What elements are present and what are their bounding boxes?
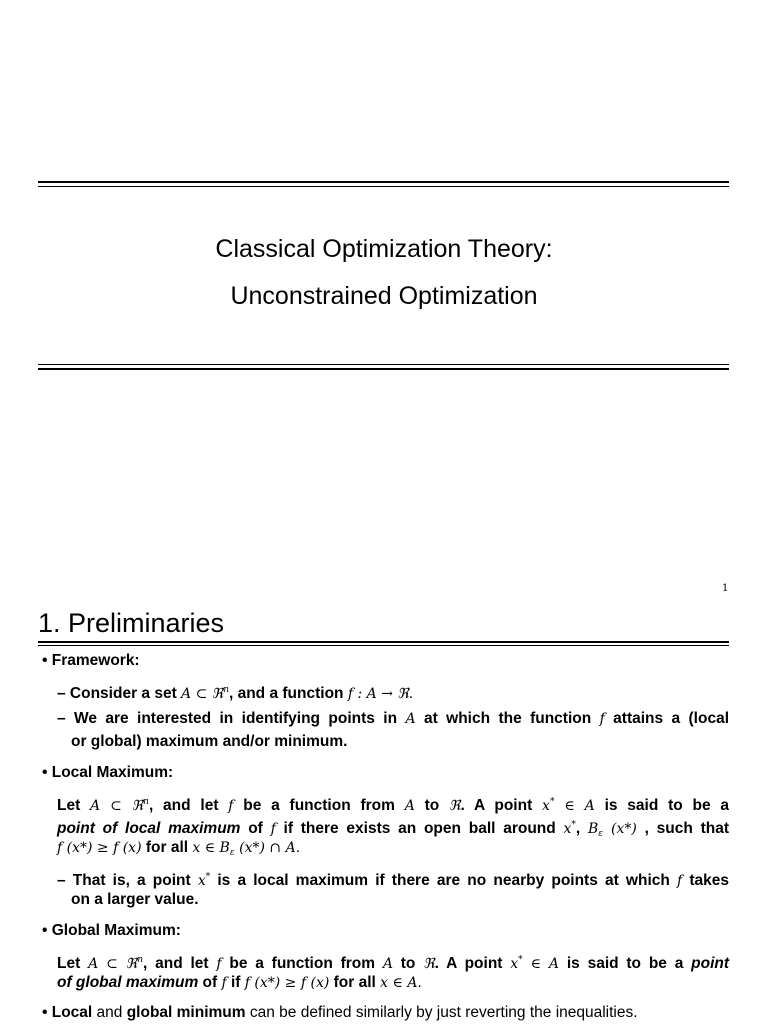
text: , and a function [228, 685, 348, 702]
global-max-line-1: Let A ⊂ ℜ$^n$, and let f be a function from A to ℜ. A point x* ∈ A is said to be a point [57, 955, 730, 972]
local-max-label: Local Maximum: [51, 764, 174, 781]
local-max-line-3: f (x*) ≥ f (x) for all x ∈ $B_\varepsilon$ (x*) ∩ A. [57, 839, 300, 858]
local-max-line-2: point of local maximum of f if there exists an open ball around x*, $B_\varepsilon$ (x*) , such that [57, 820, 729, 839]
top-rule-1 [38, 181, 729, 183]
section-rule-2 [38, 645, 729, 646]
framework-item-2-line-2: or global) maximum and/or minimum. [71, 733, 348, 750]
local-max-note-line-1: – That is, a point x* is a local maximum if there are no nearby points at which f takes [57, 872, 729, 889]
bullet: • [42, 764, 52, 781]
bullet: • [42, 652, 52, 669]
text: . [408, 685, 414, 702]
bullet: • [42, 1004, 52, 1021]
framework-heading [42, 651, 140, 671]
text: – Consider a set [57, 685, 182, 702]
local-max-note-line-2: on a larger value. [71, 891, 199, 908]
math-set: A ⊂ ℜ$^n$ [181, 685, 229, 702]
minimum-note: • Local and global minimum can be defined similarly by just reverting the inequalities. [42, 1004, 638, 1021]
math-function: f : A → ℜ [347, 686, 409, 702]
top-rule-2 [38, 186, 729, 187]
framework-item-1 [57, 680, 413, 704]
section-title: 1. Preliminaries [38, 608, 225, 638]
global-max-line-2: of global maximum of f if f (x*) ≥ f (x) for all x ∈ A. [57, 974, 422, 991]
bottom-rule-1 [38, 364, 729, 365]
page-number: 1 [722, 583, 729, 594]
bullet: • [42, 922, 52, 939]
local-max-heading [42, 763, 173, 783]
slide-title-line-2: Unconstrained Optimization [230, 282, 538, 310]
global-max-heading [42, 921, 181, 941]
framework-item-2-line-1: – We are interested in identifying points in A at which the function f attains a (local [57, 710, 730, 727]
framework-label: Framework: [51, 652, 140, 669]
bottom-rule-2 [38, 368, 729, 370]
local-max-line-1: Let A ⊂ ℜ$^n$, and let f be a function from A to ℜ. A point x* ∈ A is said to be a [57, 797, 730, 814]
global-max-label: Global Maximum: [51, 922, 181, 939]
section-rule-1 [38, 641, 729, 643]
slide-title-line-1: Classical Optimization Theory: [215, 235, 553, 263]
